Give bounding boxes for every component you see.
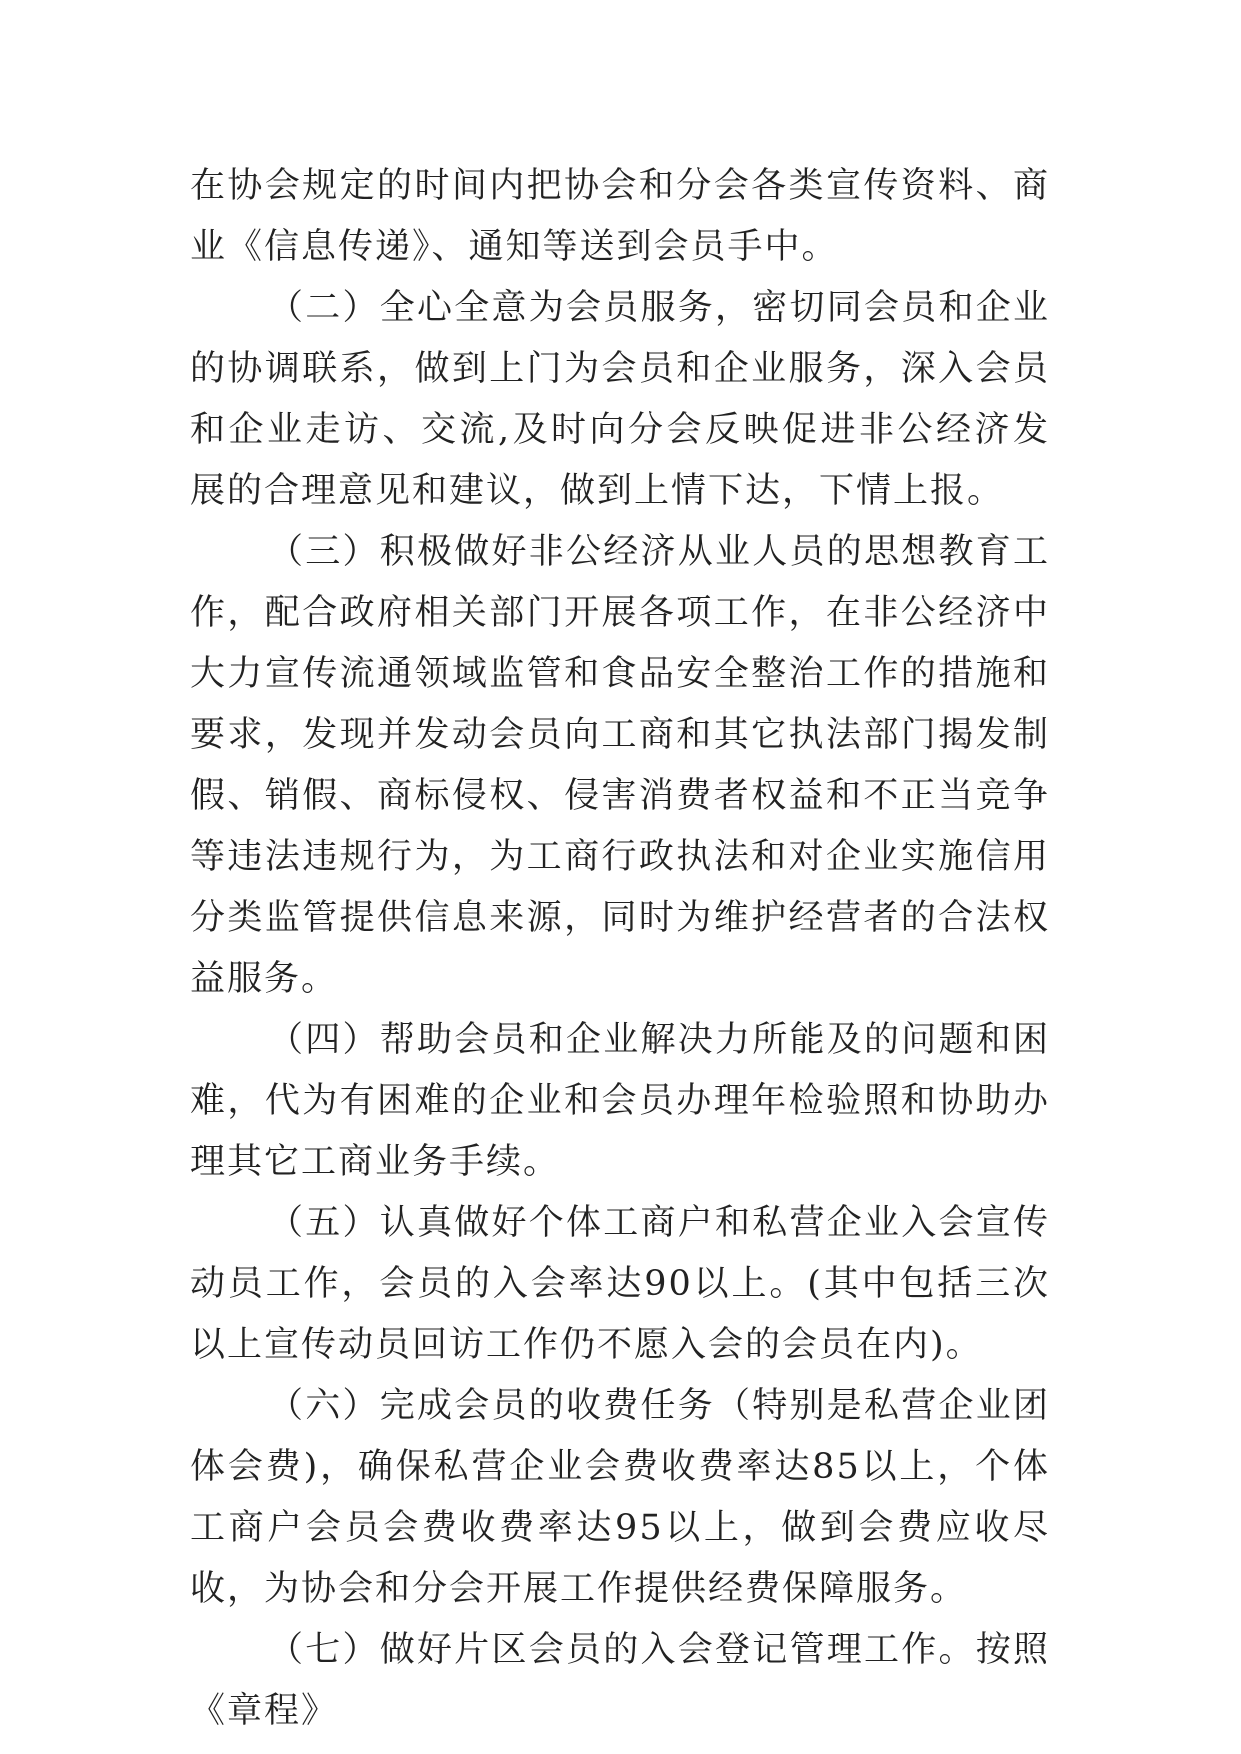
paragraph-item-7: （七）做好片区会员的入会登记管理工作。按照《章程》 [190, 1630, 1050, 1731]
paragraph-item-5: （五）认真做好个体工商户和私营企业入会宣传动员工作，会员的入会率达90以上。(其中包括三次以上宣传动员回访工作仍不愿入会的会员在内)。 [190, 1203, 1050, 1365]
paragraph-item-4: （四）帮助会员和企业解决力所能及的问题和困难，代为有困难的企业和会员办理年检验照和协助办理其它工商业务手续。 [190, 1020, 1050, 1182]
paragraph-item-3: （三）积极做好非公经济从业人员的思想教育工作，配合政府相关部门开展各项工作，在非公经济中大力宣传流通领域监管和食品安全整治工作的措施和要求，发现并发动会员向工商和其它执法部门揭发制假、销假、商标侵权、侵害消费者权益和不正当竞争等违法违规行为，为工商行政执法和对企业实施信用分类监管提供信息来源，同时为维护经营者的合法权益服务。 [190, 532, 1050, 999]
paragraph-item-2: （二）全心全意为会员服务，密切同会员和企业的协调联系，做到上门为会员和企业服务，深入会员和企业走访、交流,及时向分会反映促进非公经济发展的合理意见和建议，做到上情下达，下情上报。 [190, 288, 1050, 511]
paragraph-item-6: （六）完成会员的收费任务（特别是私营企业团体会费)，确保私营企业会费收费率达85以上，个体工商户会员会费收费率达95以上，做到会费应收尽收，为协会和分会开展工作提供经费保障服务。 [190, 1386, 1050, 1609]
document-body [190, 156, 1050, 1742]
paragraph-continuation: 在协会规定的时间内把协会和分会各类宣传资料、商业《信息传递》、通知等送到会员手中。 [190, 166, 1050, 267]
